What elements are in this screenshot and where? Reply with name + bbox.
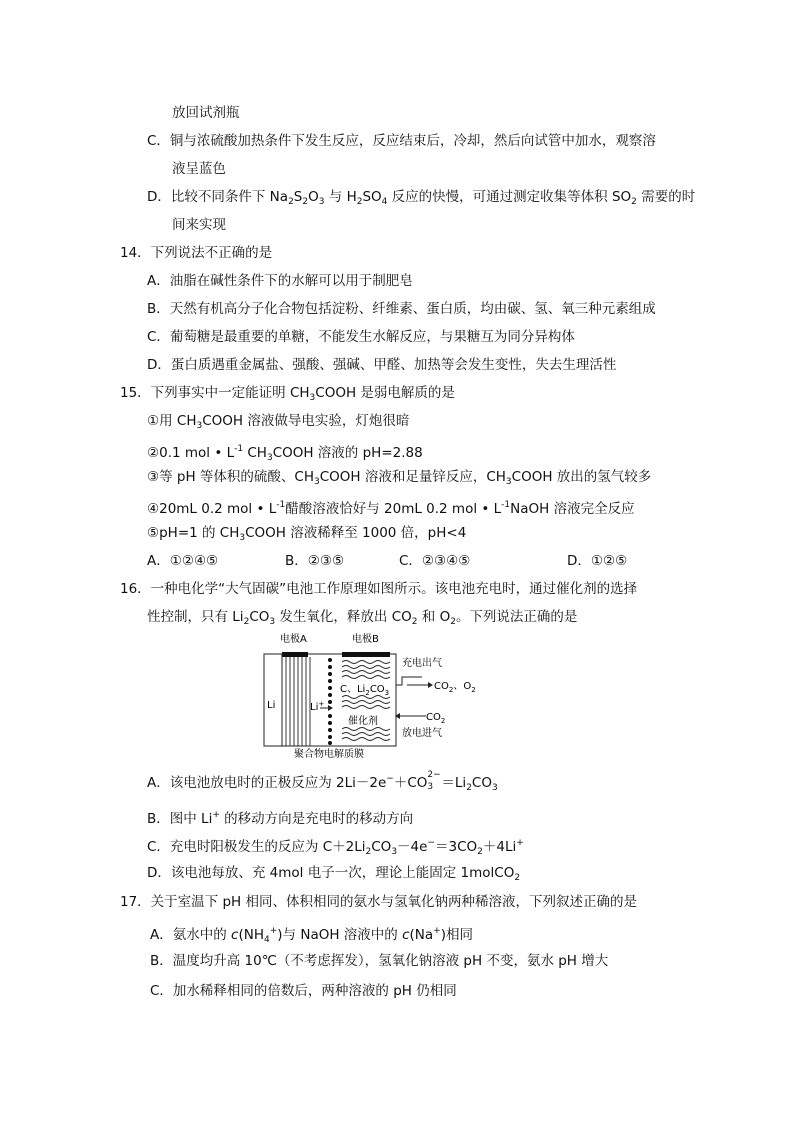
q15-stem: 15．下列事实中一定能证明 $CH_3COOH$ 是弱电解质的是 xyxy=(120,385,455,403)
q13-option-d-continuation: 间来实现 xyxy=(172,217,226,233)
q14-option-b: B．天然有机高分子化合物包括淀粉、纤维素、蛋白质，均由碳、氢、氧三种元素组成 xyxy=(147,301,656,317)
electrode-a-label: 电极A xyxy=(280,634,307,645)
membrane-dots xyxy=(328,658,332,745)
q15-item-3: ③等 pH 等体积的硫酸、$CH_3COOH$ 溶液和足量锌反应，$CH_3COOH$ 放出的氢气较多 xyxy=(147,469,652,487)
co2-o2-label: $CO_2$、$O_2$ xyxy=(434,681,476,694)
q14-option-a: A．油脂在碱性条件下的水解可以用于制肥皂 xyxy=(147,273,413,289)
q16-option-c: C．充电时阳极发生的反应为 $C+2Li_2CO_3-4e^-=3CO_2+4Li^+$ xyxy=(147,838,524,857)
battery-diagram xyxy=(262,630,482,758)
q17-option-b: B．温度均升高 10℃（不考虑挥发），氢氧化钠溶液 pH 不变，氨水 pH 增大 xyxy=(150,953,609,969)
q16-stem-line1: 16．一种电化学“大气固碳”电池工作原理如图所示。该电池充电时，通过催化剂的选择 xyxy=(120,581,638,597)
q13-option-b-continuation: 放回试剂瓶 xyxy=(172,105,240,121)
charge-out-arrow xyxy=(396,677,422,685)
q15-option-d: D．①②⑤ xyxy=(567,553,628,569)
li-anode-label: Li xyxy=(267,700,276,711)
q16-stem-line2: 性控制，只有 $Li_2CO_3$ 发生氧化，释放出 $CO_2$ 和 $O_2$。下列说法正确的是 xyxy=(147,609,578,627)
q17-option-a: A．氨水中的 $c(NH_4^+)$与 NaOH 溶液中的 c(Na+)相同 xyxy=(150,926,473,945)
electrode-a-bar xyxy=(282,652,308,657)
electrode-b-label: 电极B xyxy=(352,634,379,645)
charge-out-label: 充电出气 xyxy=(402,658,442,669)
membrane-label: 聚合物电解质膜 xyxy=(294,749,364,758)
co2-in-label: $CO_2$ xyxy=(426,712,446,725)
q16-option-a: A．该电池放电时的正极反应为 2Li－2e−＋CO 2− 3 $=Li_2CO_3$ xyxy=(147,770,498,793)
q15-item-1: ①用 $CH_3COOH$ 溶液做导电实验，灯炮很暗 xyxy=(147,413,410,431)
q13-option-c-continuation: 液呈蓝色 xyxy=(172,161,226,177)
q15-item-5: ⑤pH=1 的 $CH_3COOH$ 溶液稀释至 1000 倍，pH<4 xyxy=(147,525,467,543)
q14-stem: 14．下列说法不正确的是 xyxy=(120,245,273,261)
q17-option-c: C．加水稀释相同的倍数后，两种溶液的 pH 仍相同 xyxy=(150,983,457,999)
q15-option-b: B．②③⑤ xyxy=(285,553,345,569)
electrode-b-bar xyxy=(342,652,390,657)
q16-option-d: D．该电池每放、充 4mol 电子一次，理论上能固定 1molCO$_2$ xyxy=(147,865,521,883)
q14-option-c: C．葡萄糖是最重要的单糖，不能发生水解反应，与果糖互为同分异构体 xyxy=(147,329,575,345)
q15-option-a: A．①②④⑤ xyxy=(147,553,219,569)
discharge-in-label: 放电进气 xyxy=(402,728,442,739)
li-metal-stripes xyxy=(286,657,310,746)
catalyst-label: 催化剂 xyxy=(348,716,378,727)
q13-option-d: D．比较不同条件下 $Na_2S_2O_3$ 与 $H_2SO_4$ 反应的快慢，可通过测定收集等体积 $SO_2$ 需要的时 xyxy=(147,189,696,207)
q15-item-2: ②0.1 mol • $L^{-1}$ $CH_3COOH$ 溶液的 pH=2.88 xyxy=(147,444,423,463)
q17-stem: 17．关于室温下 pH 相同、体积相同的氨水与氢氧化钠两种稀溶液，下列叙述正确的是 xyxy=(120,894,637,910)
li-ion-label: Li+ xyxy=(310,700,325,713)
cathode-material-label: C、$Li_2CO_3$ xyxy=(340,684,390,697)
q15-item-4: ④20mL 0.2 mol • $L^{-1}$醋酸溶液恰好与 20mL 0.2 mol • $L^{-1}NaOH$ 溶液完全反应 xyxy=(147,500,635,517)
cathode-wavy-layers xyxy=(342,661,390,741)
q13-option-c: C．铜与浓硫酸加热条件下发生反应，反应结束后，冷却，然后向试管中加水，观察溶 xyxy=(147,133,656,149)
q15-option-c: C．②③④⑤ xyxy=(399,553,471,569)
q16-option-b: B．图中 Li+ 的移动方向是充电时的移动方向 xyxy=(147,810,414,827)
q14-option-d: D．蛋白质遇重金属盐、强酸、强碱、甲醛、加热等会发生变性，失去生理活性 xyxy=(147,357,617,373)
